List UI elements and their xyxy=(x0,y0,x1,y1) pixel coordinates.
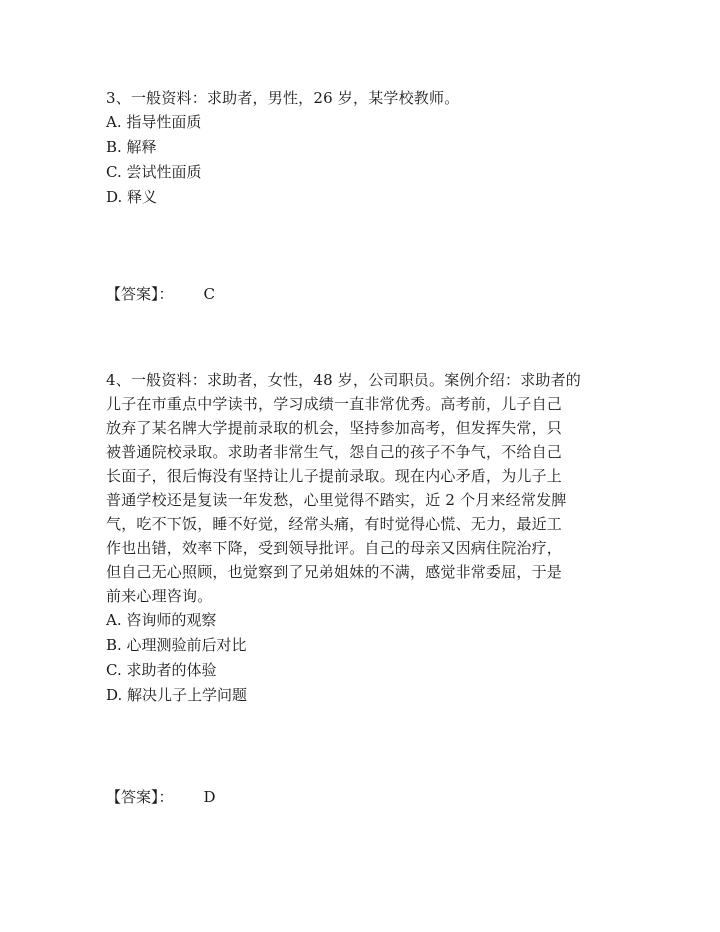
stem-line: 3、一般资料：求助者，男性，26 岁，某学校教师。 xyxy=(106,89,460,107)
option-a: A. 咨询师的观察 xyxy=(106,611,217,629)
option-b: B. 心理测验前后对比 xyxy=(106,636,247,654)
options-list xyxy=(106,608,618,708)
option-a: A. 指导性面质 xyxy=(106,113,202,131)
question-stem xyxy=(106,368,618,608)
options-list xyxy=(106,110,618,210)
option-d: D. 释义 xyxy=(106,188,158,206)
stem-line: 放弃了某名牌大学提前录取的机会，坚持参加高考，但发挥失常，只 xyxy=(106,419,563,437)
stem-line: 被普通院校录取。求助者非常生气，怨自己的孩子不争气，不给自己 xyxy=(106,443,563,461)
answer-4 xyxy=(106,786,216,807)
option-b: B. 解释 xyxy=(106,138,157,156)
answer-label: 【答案】： xyxy=(106,285,174,303)
question-4 xyxy=(106,368,618,708)
stem-line: 4、一般资料：求助者，女性，48 岁，公司职员。案例介绍：求助者的 xyxy=(106,371,582,389)
stem-line: 长面子，很后悔没有坚持让儿子提前录取。现在内心矛盾，为儿子上 xyxy=(106,467,563,485)
option-d: D. 解决儿子上学问题 xyxy=(106,686,248,704)
option-c: C. 求助者的体验 xyxy=(106,661,217,679)
stem-line: 作也出错，效率下降，受到领导批评。自己的母亲又因病住院治疗， xyxy=(106,539,563,557)
question-3 xyxy=(106,86,618,210)
stem-line: 但自己无心照顾，也觉察到了兄弟姐妹的不满，感觉非常委屈，于是 xyxy=(106,563,563,581)
answer-label: 【答案】： xyxy=(106,788,174,806)
answer-3 xyxy=(106,283,215,304)
stem-line: 普通学校还是复读一年发愁，心里觉得不踏实，近 2 个月来经常发脾 xyxy=(106,491,567,509)
stem-line: 气，吃不下饭，睡不好觉，经常头痛，有时觉得心慌、无力，最近工 xyxy=(106,515,563,533)
stem-line: 儿子在市重点中学读书，学习成绩一直非常优秀。高考前，儿子自己 xyxy=(106,395,563,413)
answer-value: D xyxy=(203,788,216,806)
answer-value: C xyxy=(203,285,215,303)
stem-line: 前来心理咨询。 xyxy=(106,587,213,605)
option-c: C. 尝试性面质 xyxy=(106,163,202,181)
question-stem xyxy=(106,86,618,110)
